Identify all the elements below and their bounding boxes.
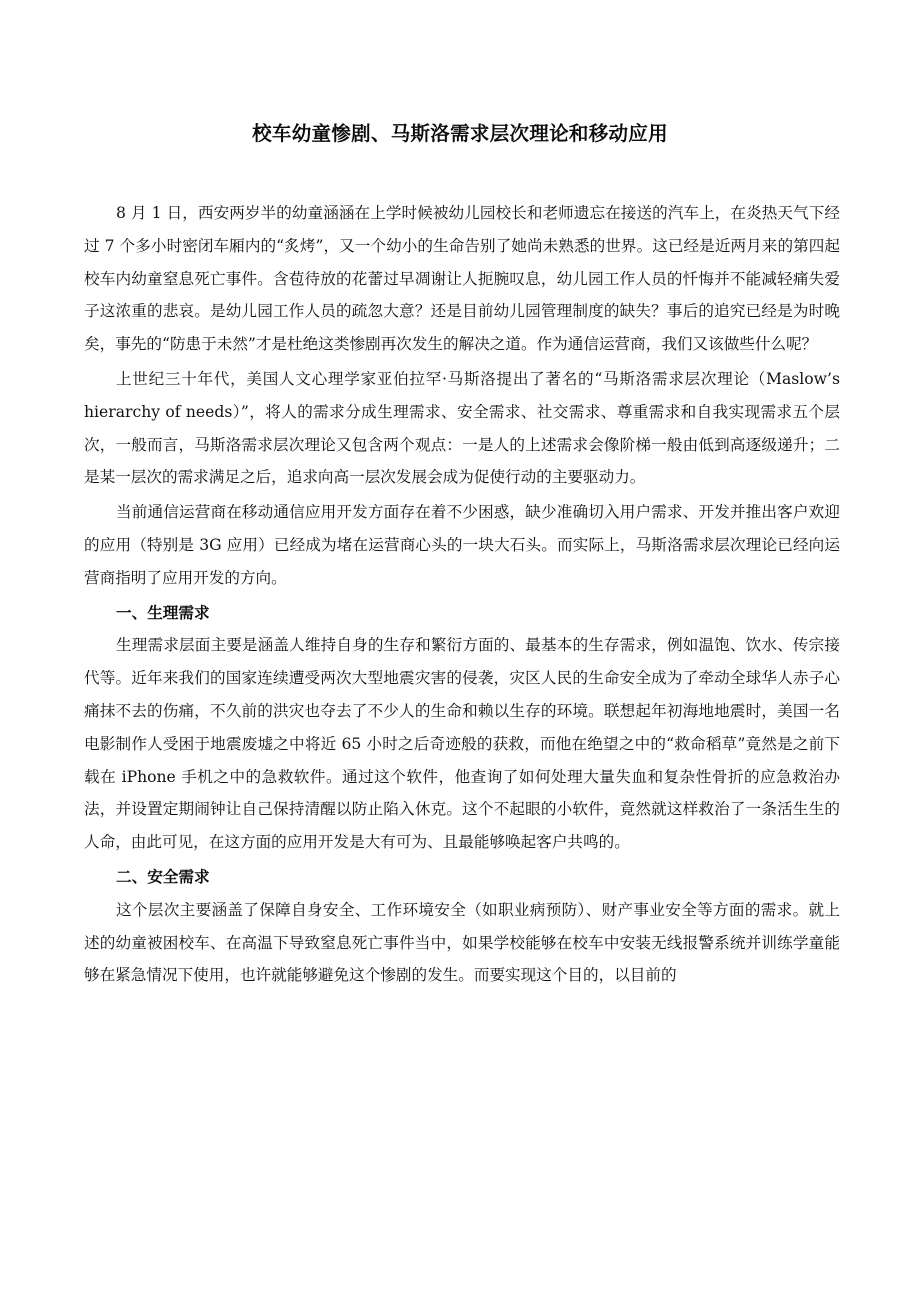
document-body xyxy=(84,197,840,992)
paragraph-safety: 这个层次主要涵盖了保障自身安全、工作环境安全（如职业病预防）、财产事业安全等方面的需求。就上述的幼童被困校车、在高温下导致窒息死亡事件当中，如果学校能够在校车中安装无线报警系统并训练学童能够在紧急情况下使用，也许就能够避免这个惨剧的发生。而要实现这个目的，以目前的 xyxy=(84,900,840,985)
paragraph-maslow-theory: 上世纪三十年代，美国人文心理学家亚伯拉罕·马斯洛提出了著名的“马斯洛需求层次理论（Maslow’s hierarchy of needs）”，将人的需求分成生理需求、安全需求、社交需求、尊重需求和自我实现需求五个层次，一般而言，马斯洛需求层次理论又包含两个观点：一是人的上述需求会像阶梯一般由低到高逐级递升；二是某一层次的需求满足之后，追求向高一层次发展会成为促使行动的主要驱动力。 xyxy=(84,369,840,487)
section-heading-physiological: 一、生理需求 xyxy=(116,603,210,622)
paragraph-intro: 8 月 1 日，西安两岁半的幼童涵涵在上学时候被幼儿园校长和老师遗忘在接送的汽车上，在炎热天气下经过 7 个多小时密闭车厢内的“炙烤”，又一个幼小的生命告别了她尚未熟悉的世界。这已经是近两月来的第四起校车内幼童窒息死亡事件。含苞待放的花蕾过早凋谢让人扼腕叹息，幼儿园工作人员的忏悔并不能减轻痛失爱子这浓重的悲哀。是幼儿园工作人员的疏忽大意？还是目前幼儿园管理制度的缺失？事后的追究已经是为时晚矣，事先的“防患于未然”才是杜绝这类惨剧再次发生的解决之道。作为通信运营商，我们又该做些什么呢？ xyxy=(84,204,840,354)
section-heading-safety: 二、安全需求 xyxy=(116,867,210,886)
paragraph-operator-confusion: 当前通信运营商在移动通信应用开发方面存在着不少困惑，缺少准确切入用户需求、开发并推出客户欢迎的应用（特别是 3G 应用）已经成为堵在运营商心头的一块大石头。而实际上，马斯洛需求层次理论已经向运营商指明了应用开发的方向。 xyxy=(84,503,840,587)
document-title: 校车幼童惨剧、马斯洛需求层次理论和移动应用 xyxy=(252,122,668,145)
paragraph-physiological: 生理需求层面主要是涵盖人维持自身的生存和繁衍方面的、最基本的生存需求，例如温饱、饮水、传宗接代等。近年来我们的国家连续遭受两次大型地震灾害的侵袭，灾区人民的生命安全成为了牵动全球华人赤子心痛抹不去的伤痛，不久前的洪灾也夺去了不少人的生命和赖以生存的环境。联想起年初海地地震时，美国一名电影制作人受困于地震废墟之中将近 65 小时之后奇迹般的获救，而他在绝望之中的“救命稻草”竟然是之前下载在 iPhone 手机之中的急救软件。通过这个软件，他查询了如何处理大量失血和复杂性骨折的应急救治办法，并设置定期闹钟让自己保持清醒以防止陷入休克。这个不起眼的小软件，竟然就这样救治了一条活生生的人命，由此可见，在这方面的应用开发是大有可为、且最能够唤起客户共鸣的。 xyxy=(84,636,840,852)
